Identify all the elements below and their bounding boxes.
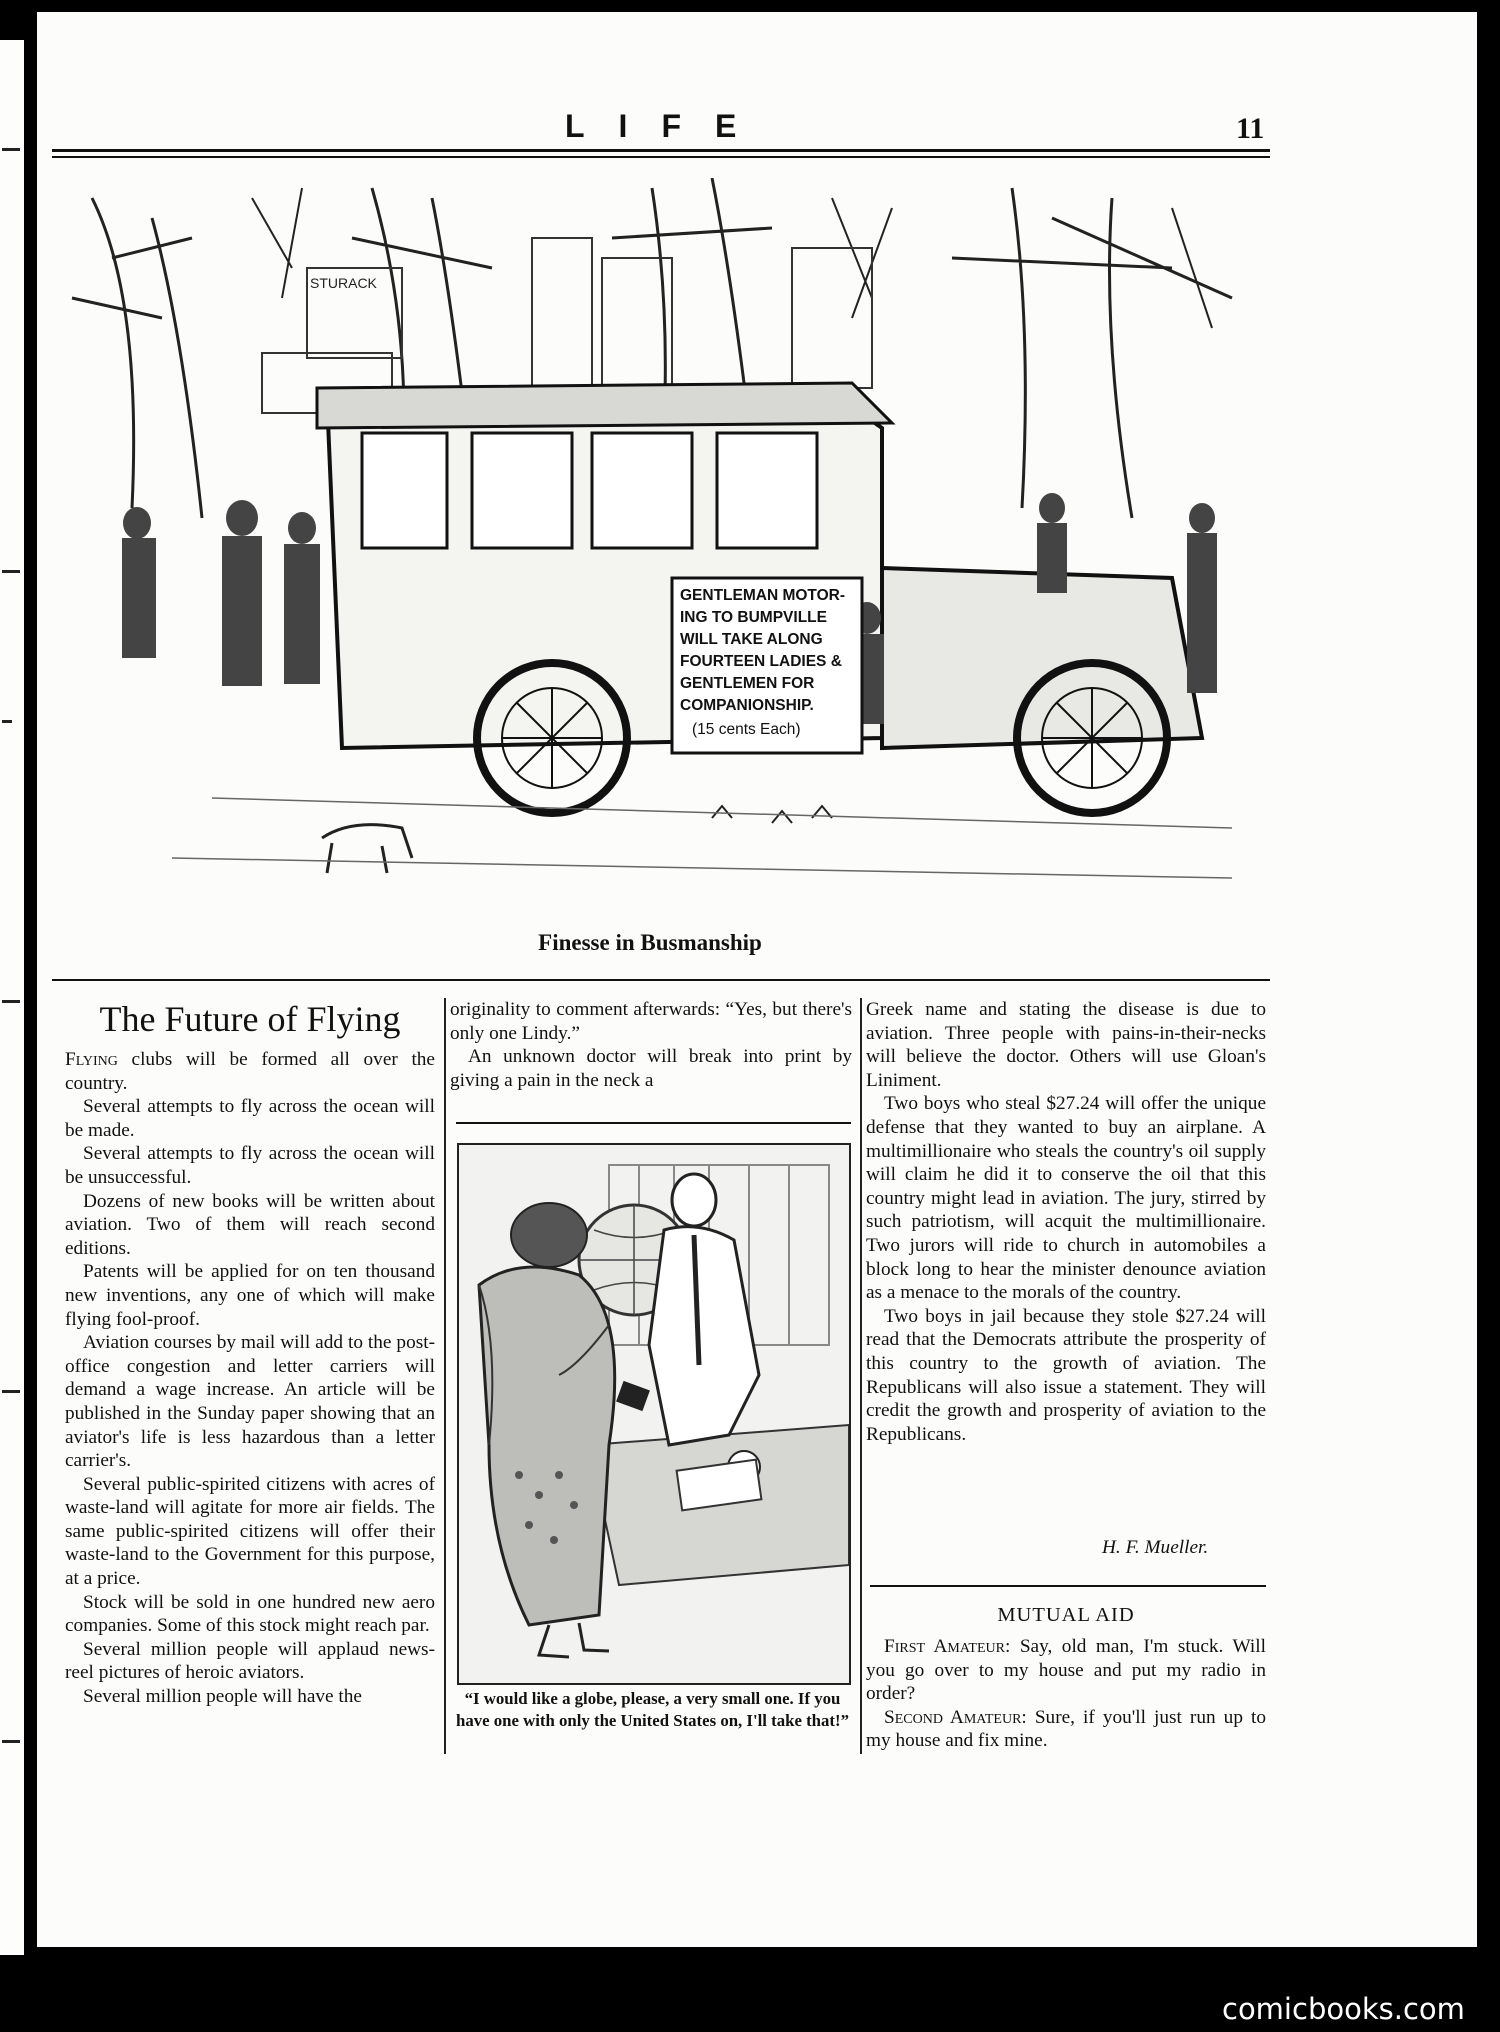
column-rule bbox=[456, 1122, 851, 1124]
column-divider bbox=[860, 998, 862, 1754]
article-paragraph: Greek name and stating the disease is due to aviation. Three people with pains-in-their-necks will believe the doctor. Others will use Gloan's Liniment. bbox=[866, 999, 1266, 1091]
sign-line-2: ING TO BUMPVILLE bbox=[680, 609, 827, 626]
mutual-aid-text bbox=[866, 1635, 1266, 1753]
article-lead-word: Flying bbox=[65, 1049, 118, 1070]
mutual-aid-title: MUTUAL AID bbox=[997, 1604, 1135, 1626]
article-paragraph: Several public-spirited citizens with acres of waste-land will agitate for more air fields. The same public-spirited citizens will offer their waste-land to the Government for this purpose, at a price. bbox=[65, 1473, 435, 1590]
sign-line-7: (15 cents Each) bbox=[692, 721, 801, 738]
speaker-label: Second Amateur: bbox=[884, 1706, 1027, 1728]
article-paragraph: Several million people will have the bbox=[83, 1686, 362, 1708]
article-column-1 bbox=[65, 1048, 435, 1709]
adjacent-page-edge bbox=[0, 40, 24, 1955]
cartoon-caption: “I would like a globe, please, a very small one. If you have one with only the United States on, I'll take that!” bbox=[456, 1689, 849, 1730]
article-column-3 bbox=[866, 998, 1266, 1446]
header-rule bbox=[52, 149, 1270, 152]
dialogue-line: Second Amateur: Sure, if you'll just run up to my house and fix mine. bbox=[866, 1706, 1266, 1752]
sign-line-4: FOURTEEN LADIES & bbox=[680, 653, 842, 670]
article-paragraph: Several million people will applaud news-reel pictures of heroic aviators. bbox=[65, 1638, 435, 1684]
article-paragraph: Aviation courses by mail will add to the post-office congestion and letter carriers will demand a wage increase. An article will be published in the Sunday paper showing that an aviator's life is less hazardous than a letter carrier's. bbox=[65, 1332, 435, 1472]
sign-line-6: COMPANIONSHIP. bbox=[680, 697, 814, 714]
dialogue-line: First Amateur: Say, old man, I'm stuck. Will you go over to my house and put my radio in order? bbox=[866, 1636, 1266, 1705]
header-rule-thin bbox=[52, 156, 1270, 158]
page-number: 11 bbox=[1236, 112, 1265, 145]
article-paragraph: Dozens of new books will be written about aviation. Two of them will reach second editions. bbox=[65, 1190, 435, 1259]
sign-line-3: WILL TAKE ALONG bbox=[680, 631, 823, 648]
section-rule bbox=[870, 1585, 1266, 1587]
article-paragraph: Several attempts to fly across the ocean will be unsuccessful. bbox=[65, 1143, 435, 1188]
shop-sign-text: STURACK bbox=[310, 275, 377, 291]
author-signature: H. F. Mueller. bbox=[1102, 1537, 1209, 1558]
speaker-label: First Amateur: bbox=[884, 1636, 1011, 1657]
article-paragraph: Several attempts to fly across the ocean will be made. bbox=[65, 1096, 435, 1141]
article-title: The Future of Flying bbox=[99, 999, 401, 1039]
illustration-caption: Finesse in Busmanship bbox=[538, 930, 762, 955]
watermark: comicbooks.com bbox=[1222, 1992, 1465, 2026]
bus-illustration bbox=[52, 178, 1270, 913]
article-paragraph: Flying clubs will be formed all over the country. bbox=[65, 1049, 435, 1094]
sign-line-1: GENTLEMAN MOTOR- bbox=[680, 587, 846, 604]
column-divider bbox=[444, 998, 446, 1754]
article-paragraph: Stock will be sold in one hundred new aero companies. Some of this stock might reach par. bbox=[65, 1591, 435, 1637]
article-paragraph: Two boys who steal $27.24 will offer the unique defense that they wanted to buy an airplane. A multimillionaire who steals the country's oil supply will claim he did it to conserve the oil that this country might lead in aviation. The jury, stirred by such patriotism, will acquit the multimillionaire. Two jurors will ride to church in automobiles a block long to hear the minister denounce aviation as a menace to the morals of the country. bbox=[866, 1093, 1266, 1304]
caption-rule bbox=[52, 979, 1270, 981]
article-paragraph: originality to comment afterwards: “Yes, but there's only one Lindy.” bbox=[450, 999, 852, 1044]
masthead: LIFE bbox=[565, 108, 771, 144]
article-paragraph: An unknown doctor will break into print by giving a pain in the neck a bbox=[450, 1046, 852, 1091]
article-column-2 bbox=[450, 998, 852, 1092]
sign-line-5: GENTLEMEN FOR bbox=[680, 675, 815, 692]
article-paragraph: Two boys in jail because they stole $27.24 will read that the Democrats attribute the prosperity of this country to the growth of aviation. The Republicans will also issue a statement. They will credit the growth and prosperity of aviation to the Republicans. bbox=[866, 1305, 1266, 1445]
globe-cartoon bbox=[457, 1143, 851, 1685]
article-paragraph: Patents will be applied for on ten thousand new inventions, any one of which will make flying fool-proof. bbox=[65, 1261, 435, 1330]
